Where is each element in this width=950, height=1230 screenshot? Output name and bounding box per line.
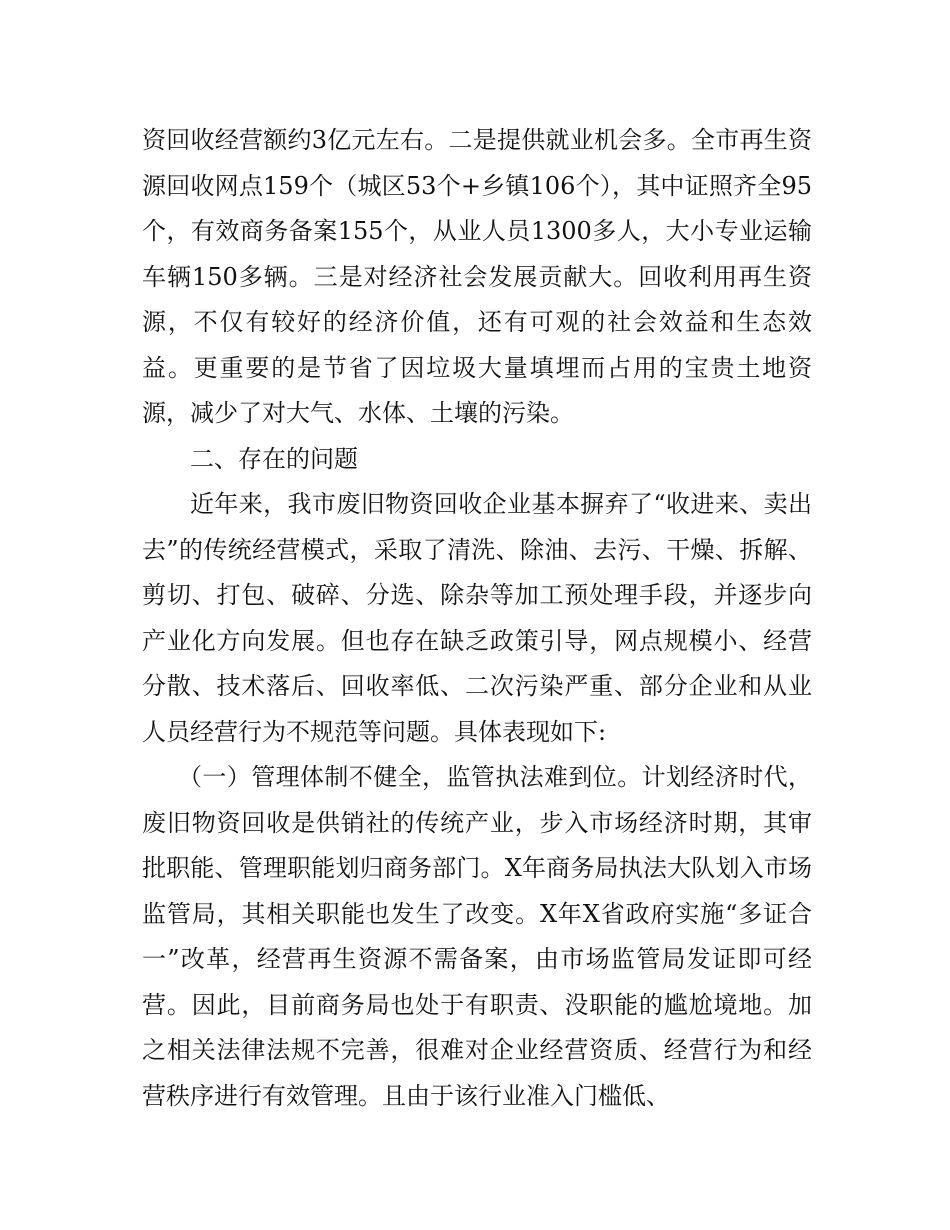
paragraph-subsection-one: （一）管理体制不健全，监管执法难到位。计划经济时代，废旧物资回收是供销社的传统产业，步入市场经济时期，其审批职能、管理职能划归商务部门。X年商务局执法大队划入市场监管局，其相关职能也发生了改变。X年X省政府实施“多证合一”改革，经营再生资源不需备案，由市场监管局发证即可经营。因此，目前商务局也处于有职责、没职能的尴尬境地。加之相关法律法规不完善，很难对企业经营资质、经营行为和经营秩序进行有效管理。且由于该行业准入门槛低、 — [142, 763, 812, 1110]
paragraph-continued: 资回收经营额约3亿元左右。二是提供就业机会多。全市再生资源回收网点159个（城区53个+乡镇106个），其中证照齐全95个，有效商务备案155个，从业人员1300多人，大小专业运输车辆150多辆。三是对经济社会发展贡献大。回收利用再生资源，不仅有较好的经济价值，还有可观的社会效益和生态效益。更重要的是节省了因垃圾大量填埋而占用的宝贵土地资源，减少了对大气、水体、土壤的污染。 — [142, 126, 812, 427]
section-heading: 二、存在的问题 — [190, 444, 358, 473]
document-body — [142, 118, 812, 1119]
paragraph-problems-intro: 近年来，我市废旧物资回收企业基本摒弃了“收进来、卖出去”的传统经营模式，采取了清洗、除油、去污、干燥、拆解、剪切、打包、破碎、分选、除杂等加工预处理手段，并逐步向产业化方向发展。但也存在缺乏政策引导，网点规模小、经营分散、技术落后、回收率低、二次污染严重、部分企业和从业人员经营行为不规范等问题。具体表现如下: — [142, 490, 812, 746]
